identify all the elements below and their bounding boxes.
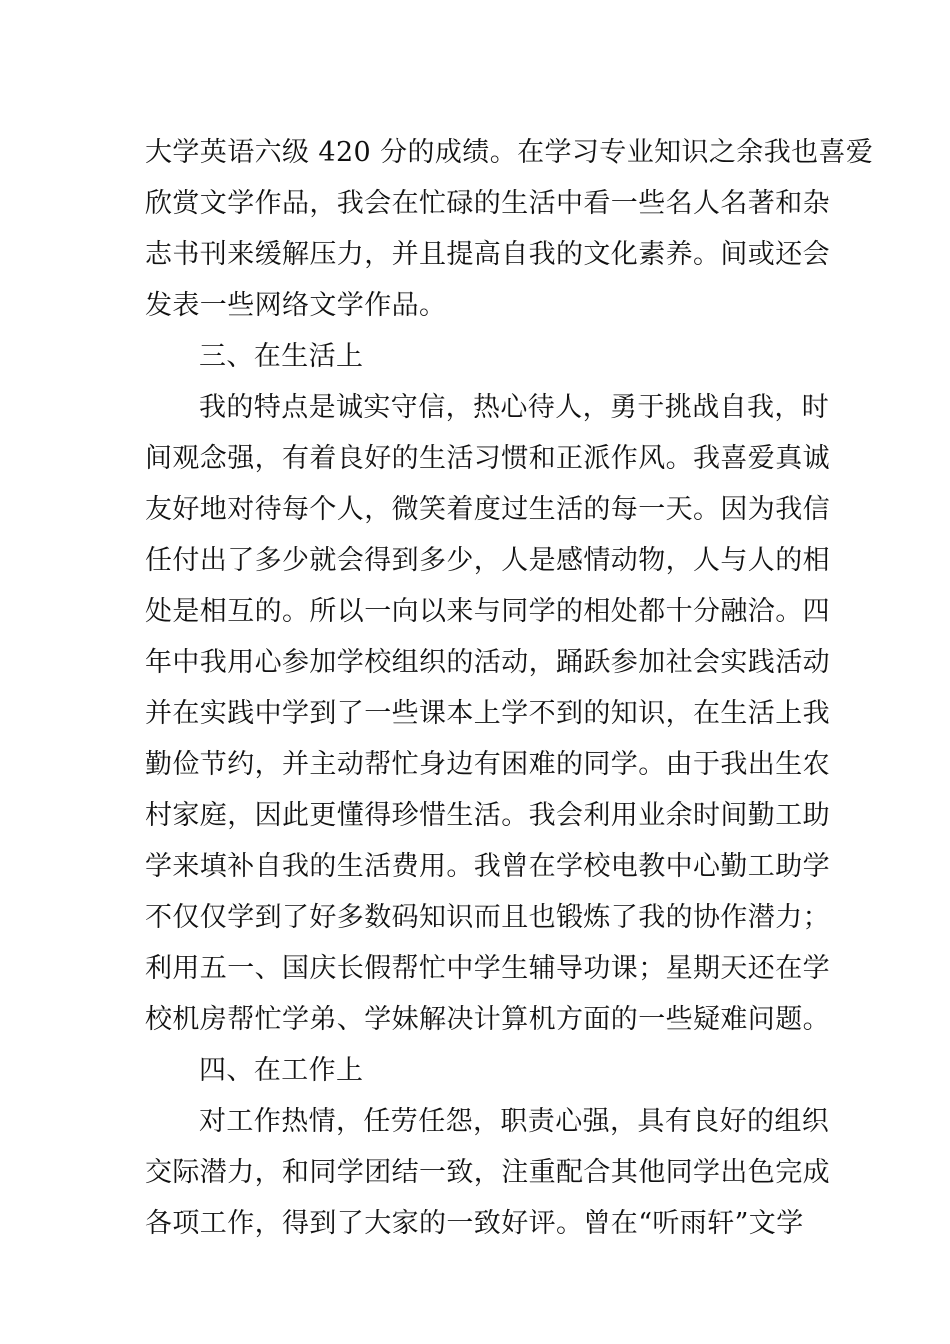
text-line: 大学英语六级 420 分的成绩。在学习专业知识之余我也喜爱 bbox=[145, 137, 874, 168]
text-line: 欣赏文学作品，我会在忙碌的生活中看一些名人名著和杂 bbox=[145, 188, 830, 219]
text-line: 利用五一、国庆长假帮忙中学生辅导功课；星期天还在学 bbox=[145, 953, 830, 984]
text-line: 村家庭，因此更懂得珍惜生活。我会利用业余时间勤工助 bbox=[145, 800, 830, 831]
text-line: 对工作热情，任劳任怨，职责心强，具有良好的组织 bbox=[199, 1106, 830, 1137]
text-line: 处是相互的。所以一向以来与同学的相处都十分融洽。四 bbox=[145, 596, 830, 627]
document-body bbox=[145, 127, 874, 1249]
text-line: 各项工作，得到了大家的一致好评。曾在“听雨轩”文学 bbox=[145, 1208, 804, 1239]
text-line: 任付出了多少就会得到多少，人是感情动物，人与人的相 bbox=[145, 545, 830, 576]
text-line: 交际潜力，和同学团结一致，注重配合其他同学出色完成 bbox=[145, 1157, 830, 1188]
text-line: 发表一些网络文学作品。 bbox=[145, 290, 447, 321]
text-line: 勤俭节约，并主动帮忙身边有困难的同学。由于我出生农 bbox=[145, 749, 830, 780]
text-line: 学来填补自我的生活费用。我曾在学校电教中心勤工助学 bbox=[145, 851, 830, 882]
text-line: 友好地对待每个人，微笑着度过生活的每一天。因为我信 bbox=[145, 494, 830, 525]
text-line: 间观念强，有着良好的生活习惯和正派作风。我喜爱真诚 bbox=[145, 443, 830, 474]
text-line: 年中我用心参加学校组织的活动，踊跃参加社会实践活动 bbox=[145, 647, 830, 678]
text-line: 校机房帮忙学弟、学妹解决计算机方面的一些疑难问题。 bbox=[145, 1004, 830, 1035]
text-line: 我的特点是诚实守信，热心待人，勇于挑战自我，时 bbox=[199, 392, 830, 423]
section-heading-life: 三、在生活上 bbox=[199, 341, 364, 372]
section-heading-work: 四、在工作上 bbox=[199, 1055, 364, 1086]
text-line: 不仅仅学到了好多数码知识而且也锻炼了我的协作潜力； bbox=[145, 902, 830, 933]
text-line: 志书刊来缓解压力，并且提高自我的文化素养。间或还会 bbox=[145, 239, 830, 270]
text-line: 并在实践中学到了一些课本上学不到的知识，在生活上我 bbox=[145, 698, 830, 729]
